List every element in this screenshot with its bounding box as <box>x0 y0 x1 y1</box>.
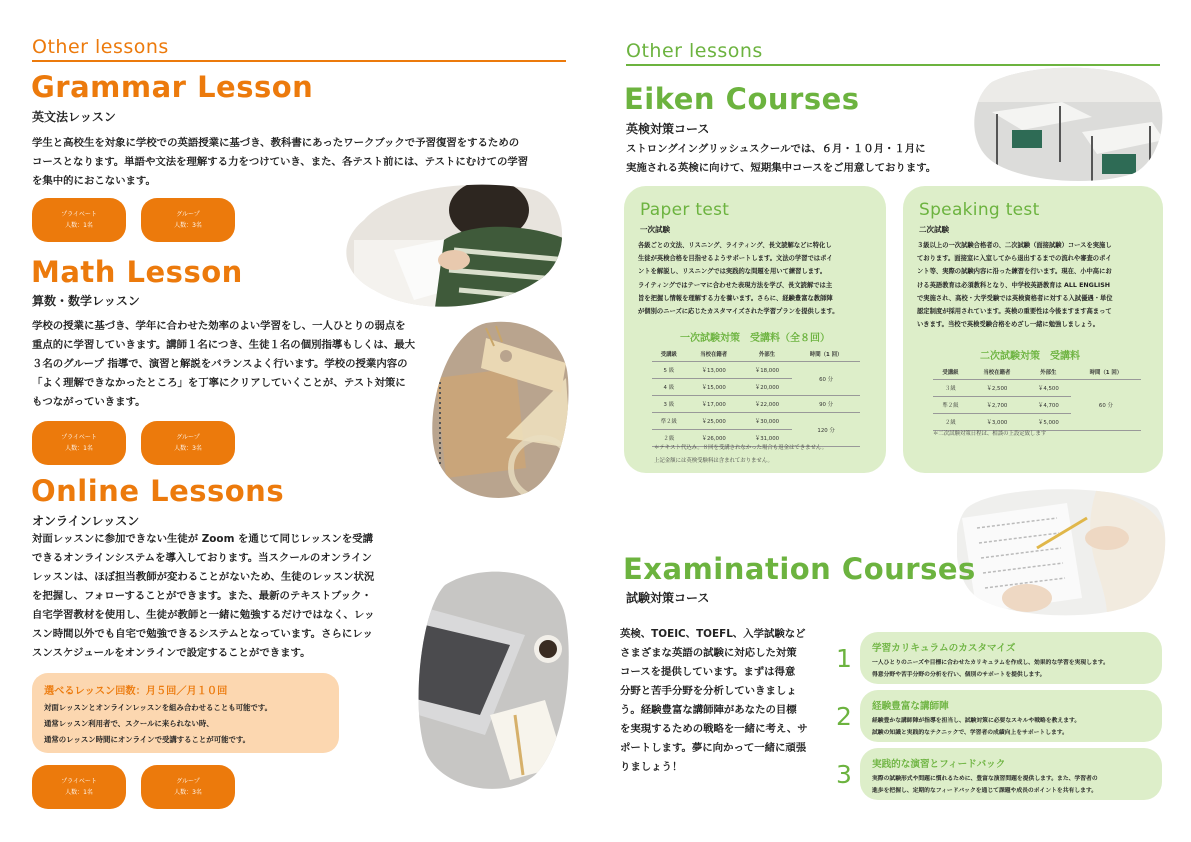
math-body: 学校の授業に基づき、学年に合わせた効率のよい学習をし、一人ひとりの弱点を 重点的に学習していきます。講師１名につき、生徒１名の個別指導もしくは、最大 ３名のグループ 指導で、演習と解説をバランスよく行います。学校の授業内容の 「よく理解できなかったところ」を丁寧にクリアしていくことが、テスト対策に もつながっていきます。 <box>32 320 415 408</box>
grammar-body: 学生と高校生を対象に学校での英語授業に基づき、教科書にあったワークブックで予習復習をするための コースとなります。単語や文法を理解する力をつけていき、また、各テスト前には、テストにむけての学習 を集中的におこないます。 <box>32 137 529 187</box>
table-row: ２級 ￥26,000 ￥31,000 <box>652 430 860 447</box>
paper-fee-table: 受講級 当校在籍者 外部生 時間（1 回） 5 級 ￥13,000 ￥18,000 60 分 4 級 ￥15,000 ￥20,000 3 級 ￥17,000 ￥22,000 90 分 準２級 ￥25,000 ￥30,000 120 分 ２級 ￥26,000 ￥31,000 <box>652 346 860 447</box>
exam-body: 英検、TOEIC、TOEFL、入学試験など さまざまな英語の試験に対応した対策 コースを提供しています。まずは得意 分野と苦手分野を分析していきましょ う。経験豊富な講師陣があなたの目標 を実現するための戦略を一緒に考え、サ ポートします。夢に向かって一緒に頑張 りましょう！ <box>620 628 808 773</box>
step-3-title: 実践的な演習とフィードバック <box>872 759 1006 770</box>
online-subtitle: オンラインレッスン <box>32 514 140 528</box>
table-row: 3 級 ￥17,000 ￥22,000 90 分 <box>652 396 860 413</box>
left-divider <box>32 60 566 62</box>
table-row: ３級 ￥2,500 ￥4,500 60 分 <box>933 380 1141 397</box>
speaking-fee-table: 受講級 当校在籍者 外部生 時間（1 回） ３級 ￥2,500 ￥4,500 60 分 準２級 ￥2,700 ￥4,700 ２級 ￥3,000 ￥5,000 <box>933 364 1141 431</box>
grammar-title: Grammar Lesson <box>31 70 314 104</box>
speaking-fee-notes: ＊二次試験対策日程は、相談の上設定致します <box>933 431 1047 437</box>
online-group-pill[interactable]: グループ 人数：3名 <box>141 765 235 809</box>
right-section-label: Other lessons <box>626 40 763 62</box>
speaking-test-body: ３級以上の一次試験合格者の、二次試験（面接試験）コースを実施し ております。面接室に入室してから退出するまでの流れや審査のポイ ント等、実際の試験内容に沿った練習を行います。現在、小中高にお ける英語教育は必須教科となり、中学校英語教育は ALL ENGLISH で実施され、高校・大学受験では英検資格者に対する入試優遇・単位 認定制度が採用されています。英検の重要性は今後ますます高まって いきます。当校で英検受験合格をめざし一緒に勉強しましょう。 <box>917 242 1113 329</box>
paper-test-card <box>624 186 886 473</box>
paper-fee-notes: ＊テキスト代込み。８回を受講されなかった場合も返金はできません。 上記金額には英検受験料は含まれておりません。 <box>654 445 828 464</box>
table-row: 4 級 ￥15,000 ￥20,000 <box>652 379 860 396</box>
stationery-ruler-photo <box>426 318 571 498</box>
paper-test-title: Paper test <box>640 200 730 220</box>
online-title: Online Lessons <box>31 474 285 508</box>
step-2-number: 2 <box>836 702 852 731</box>
speaking-test-subtitle: 二次試験 <box>919 225 949 234</box>
exam-paper-writing-photo <box>957 488 1167 616</box>
speaking-test-title: Speaking test <box>919 200 1040 220</box>
eiken-body: ストロングイングリッシュスクールでは、６月・１０月・１月に 実施される英検に向けて、短期集中コースをご用意しております。 <box>626 143 937 174</box>
eiken-subtitle: 英検対策コース <box>626 122 710 136</box>
laptop-coffee-photo <box>415 565 571 790</box>
grammar-subtitle: 英文法レッスン <box>32 110 116 124</box>
step-3-body: 実際の試験形式や問題に慣れるために、豊富な演習問題を提供します。また、学習者の 進歩を把握し、定期的なフィードバックを通じて課題や成長のポイントを共有します。 <box>872 776 1098 794</box>
left-section-label: Other lessons <box>32 36 169 58</box>
grammar-group-pill[interactable]: グループ 人数：3名 <box>141 198 235 242</box>
table-row: 準２級 ￥25,000 ￥30,000 120 分 <box>652 413 860 430</box>
callout-body: 対面レッスンとオンラインレッスンを組み合わせることも可能です。 通常レッスン利用者で、スクールに来られない時、 通常のレッスン時間にオンラインで受講することが可能です。 <box>44 703 272 744</box>
step-3-number: 3 <box>836 760 852 789</box>
speaking-test-card <box>903 186 1163 473</box>
step-1-card <box>860 632 1162 684</box>
step-2-body: 経験豊かな講師陣が指導を担当し、試験対策に必要なスキルや戦略を教えます。 試験の知識と実践的なテクニックで、学習者の成績向上をサポートします。 <box>872 718 1081 736</box>
grammar-private-pill[interactable]: プライベート 人数：1名 <box>32 198 126 242</box>
eiken-title: Eiken Courses <box>624 82 860 116</box>
paper-test-subtitle: 一次試験 <box>640 225 670 234</box>
exam-title: Examination Courses <box>623 552 976 586</box>
math-private-pill[interactable]: プライベート 人数：1名 <box>32 421 126 465</box>
table-row: ２級 ￥3,000 ￥5,000 <box>933 414 1141 431</box>
step-1-body: 一人ひとりのニーズや目標に合わせたカリキュラムを作成し、効果的な学習を実現します。 得意分野や苦手分野の分析を行い、個別のサポートを提供します。 <box>872 660 1109 678</box>
table-row: 準２級 ￥2,700 ￥4,700 <box>933 397 1141 414</box>
student-writing-photo <box>334 180 568 315</box>
math-subtitle: 算数・数学レッスン <box>32 294 140 308</box>
step-2-card <box>860 690 1162 742</box>
callout-title: 選べるレッスン回数：月５回／月１０回 <box>44 686 228 697</box>
step-1-title: 学習カリキュラムのカスタマイズ <box>872 643 1016 654</box>
online-body: 対面レッスンに参加できない生徒が Zoom を通じて同じレッスンを受講 できるオンラインシステムを導入しております。当スクールのオンライン レッスンは、ほぼ担当教師が変わることがないため、生徒のレッスン状況 を把握し、フォローすることができます。また、最新のテキストブック・ 自宅学習教材を使用し、生徒が教師と一緒に勉強するだけではなく、レッ スン時間以外でも自宅で勉強できるシステムとなっています。さらにレッ スンスケジュールをオンラインで設定することができます。 <box>32 533 375 659</box>
math-title: Math Lesson <box>31 255 243 289</box>
exam-subtitle: 試験対策コース <box>626 591 710 605</box>
paper-test-body: 各級ごとの文法、リスニング、ライティング、長文読解などに特化し 生徒が英検合格を目指せるようサポートします。文法の学習ではポイ ントを解説し、リスニングでは実践的な問題を用いて練習します。 ライティングではテーマに合わせた表現方法を学び、長文読解では主 旨を把握し情報を理解する力を養います。さらに、経験豊富な教師陣 が個別のニーズに応じたカスタマイズされた学習プランを提供します。 <box>638 242 839 316</box>
lesson-count-callout <box>32 673 339 753</box>
step-1-number: 1 <box>836 644 852 673</box>
paper-fee-title: 一次試験対策 受講料（全８回） <box>680 333 830 344</box>
classroom-desks-photo <box>972 62 1164 182</box>
step-2-title: 経験豊富な講師陣 <box>872 701 949 712</box>
math-group-pill[interactable]: グループ 人数：3名 <box>141 421 235 465</box>
online-private-pill[interactable]: プライベート 人数：1名 <box>32 765 126 809</box>
step-3-card <box>860 748 1162 800</box>
table-row: 5 級 ￥13,000 ￥18,000 60 分 <box>652 362 860 379</box>
speaking-fee-title: 二次試験対策 受講料 <box>980 351 1080 362</box>
